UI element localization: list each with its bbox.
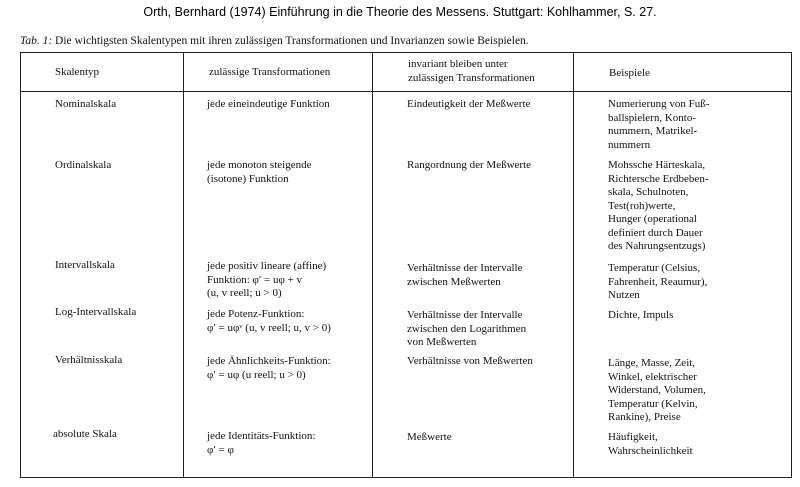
row-intervall-invariant: Verhältnisse der Intervalle zwischen Meßwerten [407, 262, 523, 288]
row-nominal-skalentyp: Nominalskala [55, 98, 117, 110]
row-intervall-skalentyp: Intervallskala [55, 259, 115, 271]
row-loginterval-skalentyp: Log-Intervallskala [55, 306, 137, 318]
column-divider [372, 53, 373, 477]
header-beispiele: Beispiele [609, 67, 650, 79]
row-ordinal-skalentyp: Ordinalskala [55, 159, 112, 171]
row-verhaeltnis-beispiele: Länge, Masse, Zeit, Winkel, elektrischer Widerstand, Volumen, Temperatur (Kelvin, Rankine), Preise [608, 357, 706, 423]
row-intervall-transformation: jede positiv lineare (affine) Funktion: φ′ = uφ + v (u, v reell; u > 0) [207, 260, 327, 299]
caption-label: Tab. 1: [20, 35, 53, 47]
header-divider [21, 91, 791, 92]
row-verhaeltnis-invariant: Verhältnisse von Meßwerten [407, 355, 533, 367]
row-ordinal-transformation: jede monoton steigende (isotone) Funktion [207, 159, 312, 185]
row-nominal-invariant: Eindeutigkeit der Meßwerte [407, 98, 531, 110]
row-loginterval-beispiele: Dichte, Impuls [608, 309, 674, 321]
row-ordinal-invariant: Rangordnung der Meßwerte [407, 159, 532, 171]
row-loginterval-transformation: jede Potenz-Funktion: φ′ = uφᵛ (u, v reell; u, v > 0) [207, 308, 331, 334]
row-absolut-invariant: Meßwerte [407, 431, 452, 443]
row-nominal-beispiele: Numerierung von Fuß- ballspielern, Konto- nummern, Matrikel- nummern [608, 98, 710, 151]
header-transformationen: zulässige Transformationen [209, 66, 331, 78]
row-absolut-transformation: jede Identitäts-Funktion: φ′ = φ [207, 430, 316, 456]
row-verhaeltnis-transformation: jede Ähnlichkeits-Funktion: φ′ = uφ (u reell; u > 0) [207, 355, 331, 381]
row-loginterval-invariant: Verhältnisse der Intervalle zwischen den Logarithmen von Meßwerten [407, 309, 527, 348]
row-absolut-beispiele: Häufigkeit, Wahrscheinlichkeit [608, 431, 693, 457]
row-nominal-transformation: jede eineindeutige Funktion [207, 98, 330, 110]
citation-line: Orth, Bernhard (1974) Einführung in die Theorie des Messens. Stuttgart: Kohlhammer, S. 27. [143, 5, 657, 19]
caption-text: Die wichtigsten Skalentypen mit ihren zulässigen Transformationen und Invarianzen sowie Beispielen. [55, 35, 529, 47]
row-intervall-beispiele: Temperatur (Celsius, Fahrenheit, Reaumur), Nutzen [608, 262, 708, 301]
row-ordinal-beispiele: Mohssche Härteskala, Richtersche Erdbeben- skala, Schulnoten, Test(roh)werte, Hunger (operational definiert durch Dauer des Nahrungsentzugs) [608, 159, 709, 252]
row-absolut-skalentyp: absolute Skala [53, 428, 117, 440]
scale-types-table [20, 52, 792, 478]
column-divider [183, 53, 184, 477]
header-skalentyp: Skalentyp [55, 66, 99, 78]
table-caption [20, 35, 529, 47]
row-verhaeltnis-skalentyp: Verhältnisskala [55, 354, 123, 366]
header-invariant: invariant bleiben unter zulässigen Transformationen [408, 58, 535, 84]
column-divider [573, 53, 574, 477]
